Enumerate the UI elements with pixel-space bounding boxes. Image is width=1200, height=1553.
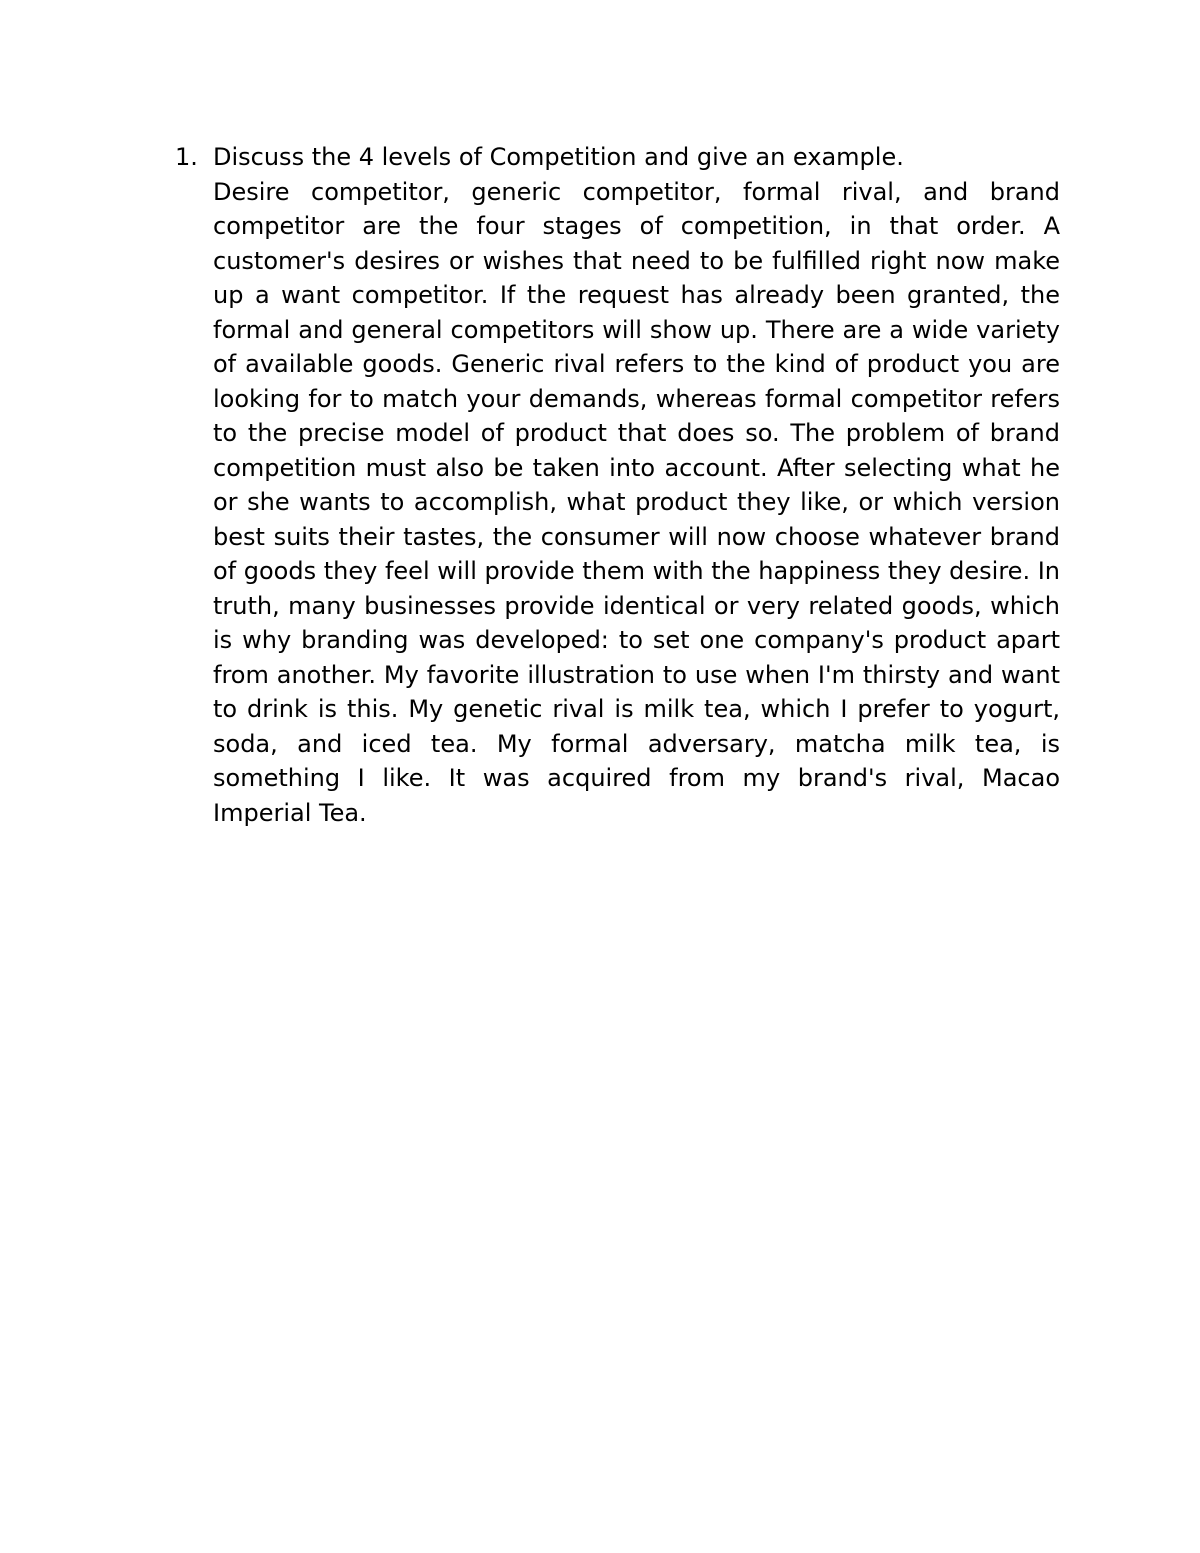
answer-paragraph: Desire competitor, generic competitor, formal rival, and brand competitor are the four stages of competition, in that order. A customer's desires or wishes that need to be fulfilled right now make up a want competitor. If the request has already been granted, the formal and general competitors will show up. There are a wide variety of available goods. Generic rival refers to the kind of product you are looking for to match your demands, whereas formal competitor refers to the precise model of product that does so. The problem of brand competition must also be taken into account. After selecting what he or she wants to accomplish, what product they like, or which version best suits their tastes, the consumer will now choose whatever brand of goods they feel will provide them with the happiness they desire. In truth, many businesses provide identical or very related goods, which is why branding was developed: to set one company's product apart from another. My favorite illustration to use when I'm thirsty and want to drink is this. My genetic rival is milk tea, which I prefer to yogurt, soda, and iced tea. My formal adversary, matcha milk tea, is something I like. It was acquired from my brand's rival, Macao Imperial Tea. <box>213 177 1060 827</box>
numbered-list <box>170 140 1060 830</box>
question-text: Discuss the 4 levels of Competition and give an example. <box>213 143 904 171</box>
list-item <box>170 140 1060 830</box>
list-number: 1. <box>175 143 198 171</box>
